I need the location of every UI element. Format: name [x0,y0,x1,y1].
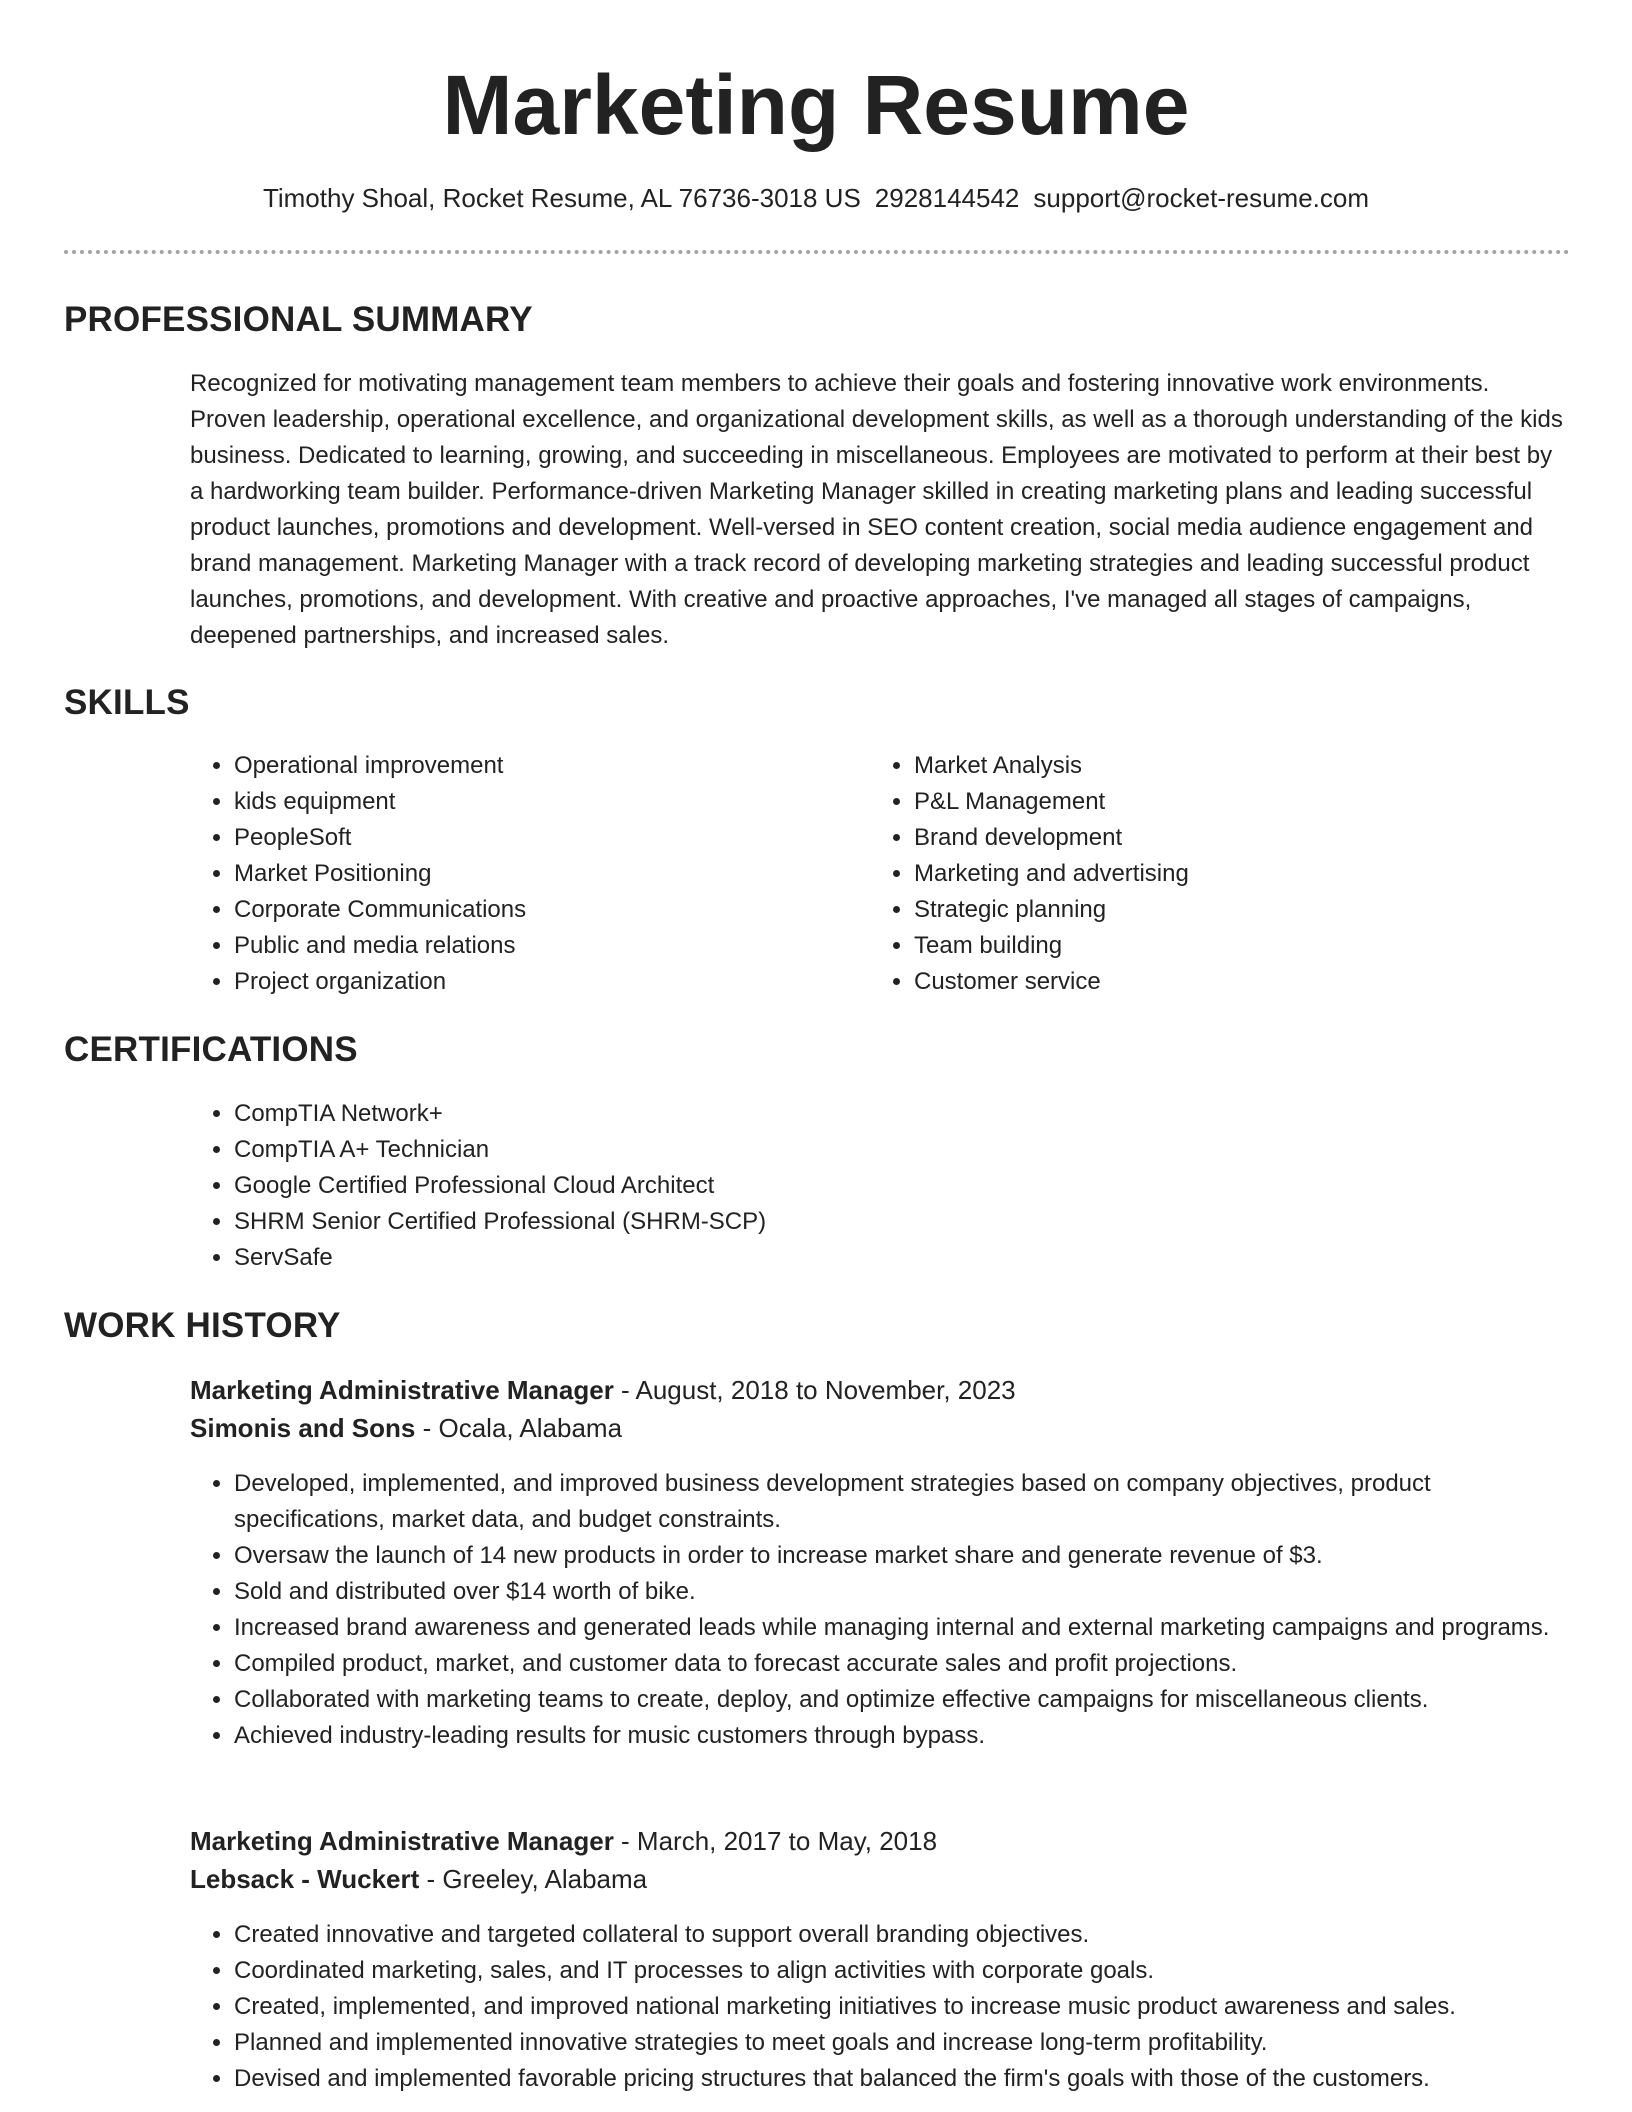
skill-item: • kids equipment [234,784,854,820]
job-bullet: • Devised and implemented favorable pricing structures that balanced the firm's goals with those of the customers. [234,2061,1574,2097]
summary-text: Recognized for motivating management team members to achieve their goals and fostering innovative work environments. Proven leadership, operational excellence, and organizational development skills, as well as a thorough understanding of the kids business. Dedicated to learning, growing, and succeeding in miscellaneous. Employees are motivated to perform at their best by a hardworking team builder. Performance-driven Marketing Manager skilled in creating marketing plans and leading successful product launches, promotions and development. Well-versed in SEO content creation, social media audience engagement and brand management. Marketing Manager with a track record of developing marketing strategies and leading successful product launches, promotions, and development. With creative and proactive approaches, I've managed all stages of campaigns, deepened partnerships, and increased sales. [190,370,1563,649]
contact-email: support@rocket-resume.com [1033,183,1370,213]
job-location: - Greeley, Alabama [419,1864,648,1894]
certification-item: • SHRM Senior Certified Professional (SHRM-SCP) [234,1204,1574,1240]
contact-address: Timothy Shoal, Rocket Resume, AL 76736-3018 US [262,183,861,213]
job-title: Marketing Administrative Manager [190,1826,614,1856]
job-location: - Ocala, Alabama [415,1413,623,1443]
skill-item: • Team building [914,928,1534,964]
job-title-line [190,1822,1570,1860]
job-bullet: • Planned and implemented innovative strategies to meet goals and increase long-term profitability. [234,2025,1574,2061]
job-bullets [190,1466,1574,1754]
summary-heading: PROFESSIONAL SUMMARY [64,300,533,339]
certification-item: • ServSafe [234,1240,1574,1276]
certification-item: • CompTIA Network+ [234,1096,1574,1132]
skill-item: • Market Positioning [234,856,854,892]
job-bullet: • Developed, implemented, and improved business development strategies based on company objectives, product specifications, market data, and budget constraints. [234,1466,1574,1538]
skill-item: • P&L Management [914,784,1534,820]
skills-list-left [190,748,854,1000]
job-bullet: • Sold and distributed over $14 worth of bike. [234,1574,1574,1610]
certifications-list [190,1096,1574,1276]
skill-item: • PeopleSoft [234,820,854,856]
skill-item: • Public and media relations [234,928,854,964]
skill-item: • Customer service [914,964,1534,1000]
job-company-line [190,1409,1570,1447]
skill-item: • Brand development [914,820,1534,856]
skills-list-right [870,748,1534,1000]
job-bullet: • Increased brand awareness and generated leads while managing internal and external marketing campaigns and programs. [234,1610,1574,1646]
skill-item: • Strategic planning [914,892,1534,928]
resume-title: Marketing Resume [442,58,1190,152]
job-company: Simonis and Sons [190,1413,416,1443]
job-bullet: • Achieved industry-leading results for music customers through bypass. [234,1718,1574,1754]
job-dates: - March, 2017 to May, 2018 [613,1826,938,1856]
skill-item: • Corporate Communications [234,892,854,928]
work-history-heading: WORK HISTORY [64,1306,341,1345]
job-bullet: • Created, implemented, and improved national marketing initiatives to increase music product awareness and sales. [234,1989,1574,2025]
certification-item: • Google Certified Professional Cloud Architect [234,1168,1574,1204]
job-bullet: • Coordinated marketing, sales, and IT processes to align activities with corporate goals. [234,1953,1574,1989]
job-company: Lebsack - Wuckert [190,1864,420,1894]
skills-heading: SKILLS [64,683,190,722]
job-bullets [190,1917,1574,2097]
job-title-line [190,1371,1570,1409]
skill-item: • Market Analysis [914,748,1534,784]
job-bullet: • Compiled product, market, and customer data to forecast accurate sales and profit projections. [234,1646,1574,1682]
contact-line [0,181,1632,215]
job-bullet: • Oversaw the launch of 14 new products in order to increase market share and generate revenue of $3. [234,1538,1574,1574]
certification-item: • CompTIA A+ Technician [234,1132,1574,1168]
certifications-heading: CERTIFICATIONS [64,1030,358,1069]
job-title: Marketing Administrative Manager [190,1375,614,1405]
job-bullet: • Created innovative and targeted collateral to support overall branding objectives. [234,1917,1574,1953]
skill-item: • Project organization [234,964,854,1000]
job-company-line [190,1860,1570,1898]
contact-phone: 2928144542 [874,183,1020,213]
job-dates: - August, 2018 to November, 2023 [613,1375,1016,1405]
skill-item: • Marketing and advertising [914,856,1534,892]
header-divider [64,250,1570,254]
job-bullet: • Collaborated with marketing teams to create, deploy, and optimize effective campaigns for miscellaneous clients. [234,1682,1574,1718]
skill-item: • Operational improvement [234,748,854,784]
